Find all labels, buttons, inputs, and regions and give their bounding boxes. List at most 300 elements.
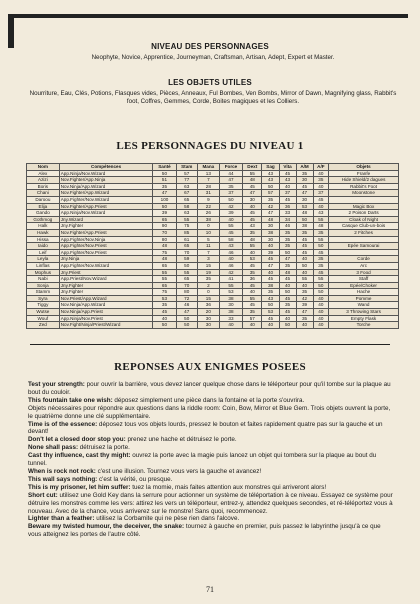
- table-cell: 45: [219, 229, 242, 236]
- table-row: [27, 289, 399, 296]
- table-cell: Daroou: [27, 196, 60, 203]
- table-cell: 45: [243, 282, 262, 289]
- table-cell: 55: [243, 243, 262, 250]
- table-cell: 65: [176, 196, 197, 203]
- table-cell: 10: [197, 229, 219, 236]
- table-row: [27, 302, 399, 309]
- table-cell: 63: [176, 210, 197, 217]
- table-cell: Linflas: [27, 262, 60, 269]
- table-cell: 20: [197, 309, 219, 316]
- table-cell: 50: [296, 216, 313, 223]
- table-cell: 67: [176, 190, 197, 197]
- table-cell: 30: [197, 315, 219, 322]
- answer-item: [28, 515, 394, 523]
- table-cell: 70: [176, 282, 197, 289]
- table-cell: 80: [176, 289, 197, 296]
- table-cell: 63: [176, 183, 197, 190]
- table-header-cell: Stam: [176, 164, 197, 171]
- riddle-question: Time is of the essence:: [28, 420, 98, 428]
- table-row: [27, 243, 399, 250]
- riddle-answer: détruisez la porte.: [78, 444, 130, 452]
- table-cell: 38: [296, 223, 313, 230]
- table-row: [27, 309, 399, 316]
- riddle-answer: c'est la vérité, ou presque.: [97, 475, 173, 483]
- table-cell: 47: [262, 262, 279, 269]
- table-header-cell: Compétences: [59, 164, 153, 171]
- table-cell: 53: [262, 309, 279, 316]
- table-cell: Stamm: [27, 289, 60, 296]
- table-cell: 35: [279, 236, 296, 243]
- levels-title: NIVEAU DES PERSONNAGES: [151, 42, 269, 51]
- table-cell: 43: [243, 223, 262, 230]
- table-cell: Elija: [27, 203, 60, 210]
- table-cell: [329, 236, 399, 243]
- riddle-question: Lighter than a feather:: [28, 515, 95, 523]
- table-cell: 40: [279, 183, 296, 190]
- table-cell: 9: [197, 196, 219, 203]
- table-cell: 35: [313, 262, 329, 269]
- table-cell: 40: [262, 322, 279, 329]
- table-cell: 50: [176, 315, 197, 322]
- table-cell: 53: [243, 256, 262, 263]
- table-cell: 40: [219, 322, 242, 329]
- table-cell: 51: [153, 177, 176, 184]
- table-cell: 45: [313, 269, 329, 276]
- answer-item: [28, 397, 394, 405]
- table-cell: 36: [197, 302, 219, 309]
- table-cell: 7: [197, 249, 219, 256]
- riddle-answer: ouvrez la porte avec la magie puis lancez un objet qui tombera sur la plaque au bout du tunnel.: [28, 452, 377, 468]
- table-cell: 22: [197, 203, 219, 210]
- table-cell: Magic Box: [329, 203, 399, 210]
- riddle-question: Cast thy influence, cast thy might:: [28, 452, 131, 460]
- table-cell: Gando: [27, 210, 60, 217]
- table-cell: 35: [243, 229, 262, 236]
- table-cell: 45: [296, 243, 313, 250]
- table-cell: 50: [279, 289, 296, 296]
- top-border: [8, 14, 408, 18]
- table-cell: 45: [243, 216, 262, 223]
- table-cell: 45: [243, 210, 262, 217]
- table-cell: 50: [296, 262, 313, 269]
- table-cell: 80: [153, 236, 176, 243]
- table-cell: 48: [262, 216, 279, 223]
- table-cell: Syra: [27, 295, 60, 302]
- table-cell: Jny.Ninja: [59, 256, 153, 263]
- table-cell: 43: [219, 243, 242, 250]
- table-cell: Nov.Fighter/App.Priest: [59, 229, 153, 236]
- table-cell: 26: [197, 210, 219, 217]
- table-row: [27, 223, 399, 230]
- table-cell: 45: [279, 170, 296, 177]
- table-cell: 45: [296, 183, 313, 190]
- table-cell: Azizi: [27, 177, 60, 184]
- table-cell: 55: [243, 170, 262, 177]
- table-cell: App.Fighter/Nov.Priest: [59, 249, 153, 256]
- answer-item: [28, 444, 394, 452]
- table-cell: 35: [279, 243, 296, 250]
- table-cell: 47: [296, 309, 313, 316]
- answer-item: [28, 468, 394, 476]
- table-cell: Zed: [27, 322, 60, 329]
- table-cell: 58: [219, 236, 242, 243]
- table-cell: Nov.Priest/App.Wizard: [59, 295, 153, 302]
- table-cell: 47: [279, 256, 296, 263]
- riddle-answer: déposez simplement une pièce dans la fontaine et la porte s'ouvrira.: [112, 396, 305, 404]
- table-cell: 50: [219, 196, 242, 203]
- table-cell: 40: [296, 256, 313, 263]
- table-cell: Corde: [329, 256, 399, 263]
- table-cell: 57: [262, 190, 279, 197]
- table-cell: Wand: [329, 302, 399, 309]
- riddle-question: This is my prisoner, let him suffer:: [28, 483, 131, 491]
- riddle-answer: prenez une hache et détruisez le porte.: [125, 436, 237, 444]
- table-cell: 90: [153, 223, 176, 230]
- table-cell: 48: [243, 236, 262, 243]
- table-cell: 55: [243, 295, 262, 302]
- table-row: [27, 216, 399, 223]
- table-cell: 19: [197, 269, 219, 276]
- riddle-question: This wall says nothing:: [28, 475, 98, 483]
- table-cell: Jny.Fighter: [59, 223, 153, 230]
- table-cell: 40: [219, 256, 242, 263]
- table-cell: Jny.Priest: [59, 269, 153, 276]
- table-cell: 47: [153, 190, 176, 197]
- table-cell: 35: [243, 269, 262, 276]
- table-cell: App.Ninja/Nov.Wizard: [59, 170, 153, 177]
- table-cell: Nov.Fight/Ninja/Priest/Wizard: [59, 322, 153, 329]
- levels-body: Neophyte, Novice, Apprentice, Journeyman, Craftsman, Artisan, Adept, Expert et Master.: [91, 54, 335, 61]
- table-cell: 45: [279, 309, 296, 316]
- table-cell: 40: [296, 282, 313, 289]
- table-cell: 42: [219, 203, 242, 210]
- table-cell: 35: [313, 177, 329, 184]
- table-cell: 39: [153, 210, 176, 217]
- table-cell: Moonstone: [329, 190, 399, 197]
- table-cell: 35: [197, 276, 219, 283]
- answer-item: [28, 452, 394, 468]
- table-cell: 45: [296, 249, 313, 256]
- table-cell: 40: [243, 289, 262, 296]
- table-row: [27, 276, 399, 283]
- table-row: [27, 190, 399, 197]
- table-cell: Wutse: [27, 309, 60, 316]
- table-cell: 42: [219, 269, 242, 276]
- table-cell: 75: [153, 289, 176, 296]
- table-cell: App.Ninja/Nov.Priest: [59, 315, 153, 322]
- table-cell: 35: [153, 302, 176, 309]
- table-cell: 34: [279, 216, 296, 223]
- table-cell: 35: [279, 262, 296, 269]
- table-cell: 31: [197, 190, 219, 197]
- table-cell: 40: [313, 295, 329, 302]
- characters-title: LES PERSONNAGES DU NIVEAU 1: [116, 140, 304, 152]
- table-cell: 70: [153, 229, 176, 236]
- table-cell: Jny.Fighter: [59, 282, 153, 289]
- riddle-answer: pour ouvrir la barrière, vous devez lancer quelque chose dans le téléporteur pour qu'il tombe sur la plaque au bout du couloir.: [28, 381, 391, 396]
- table-cell: 40: [279, 315, 296, 322]
- table-cell: 40: [262, 269, 279, 276]
- table-row: [27, 322, 399, 329]
- answers-title: REPONSES AUX ENIGMES POSEES: [114, 361, 306, 373]
- table-cell: 55: [153, 269, 176, 276]
- table-cell: 2: [197, 282, 219, 289]
- table-cell: 0: [197, 223, 219, 230]
- table-row: [27, 256, 399, 263]
- table-cell: 40: [313, 203, 329, 210]
- table-cell: Torche: [329, 322, 399, 329]
- table-cell: 30: [262, 223, 279, 230]
- riddle-answer: Objets nécessaires pour répondre aux questions dans la riddle room: Coin, Bow, Mirror et Blue Gem. Trois objets ouvrent la porte, le quatrième donne une clé supplémentaire.: [28, 404, 391, 420]
- table-row: [27, 183, 399, 190]
- table-cell: 37: [279, 190, 296, 197]
- table-row: [27, 249, 399, 256]
- table-cell: 40: [296, 269, 313, 276]
- table-cell: Rabbit's Foot: [329, 183, 399, 190]
- table-cell: 45: [243, 302, 262, 309]
- table-row: [27, 203, 399, 210]
- table-cell: 47: [262, 210, 279, 217]
- table-row: [27, 315, 399, 322]
- table-cell: 59: [176, 256, 197, 263]
- table-row: [27, 269, 399, 276]
- table-cell: 40: [313, 170, 329, 177]
- table-cell: 3 Throwing Stars: [329, 309, 399, 316]
- divider-rule: [30, 344, 390, 345]
- table-cell: 55: [153, 276, 176, 283]
- table-cell: 43: [313, 210, 329, 217]
- table-cell: 45: [262, 315, 279, 322]
- table-cell: 50: [176, 322, 197, 329]
- table-cell: 35: [296, 229, 313, 236]
- table-cell: Epée Samourai: [329, 243, 399, 250]
- table-cell: 35: [279, 302, 296, 309]
- table-cell: 100: [153, 196, 176, 203]
- table-header: [27, 164, 399, 171]
- table-cell: 43: [262, 295, 279, 302]
- table-cell: 58: [176, 203, 197, 210]
- table-cell: 42: [296, 295, 313, 302]
- table-cell: 43: [262, 170, 279, 177]
- table-cell: 37: [313, 190, 329, 197]
- table-cell: 3 Food: [329, 269, 399, 276]
- table-header-cell: Force: [219, 164, 242, 171]
- table-cell: 35: [279, 229, 296, 236]
- answer-item: [28, 405, 394, 421]
- table-row: [27, 170, 399, 177]
- table-cell: Staff: [329, 276, 399, 283]
- answer-item: [28, 484, 394, 492]
- table-cell: 35: [153, 183, 176, 190]
- table-cell: [329, 196, 399, 203]
- table-cell: Alex: [27, 170, 60, 177]
- table-cell: 15: [197, 295, 219, 302]
- table-cell: 36: [279, 203, 296, 210]
- table-cell: 55: [176, 216, 197, 223]
- answer-item: [28, 492, 394, 516]
- table-header-cell: Sag: [262, 164, 279, 171]
- table-cell: Nov.Ninja/App.Priest: [59, 309, 153, 316]
- table-cell: 41: [219, 276, 242, 283]
- table-cell: Jny.Wizard: [59, 216, 153, 223]
- characters-table: [26, 163, 399, 329]
- table-row: [27, 282, 399, 289]
- table-cell: 75: [153, 249, 176, 256]
- table-cell: 55: [176, 269, 197, 276]
- table-cell: Gothmog: [27, 216, 60, 223]
- table-cell: 39: [262, 249, 279, 256]
- table-cell: 40: [313, 302, 329, 309]
- table-cell: 35: [296, 289, 313, 296]
- table-cell: Epée/Choker: [329, 282, 399, 289]
- table-cell: [329, 249, 399, 256]
- table-cell: 53: [153, 295, 176, 302]
- table-cell: 30: [197, 322, 219, 329]
- table-cell: 30: [296, 196, 313, 203]
- table-cell: App.Fighter/Nov.Wizard: [59, 196, 153, 203]
- table-cell: Iaido: [27, 243, 60, 250]
- table-cell: 46: [279, 223, 296, 230]
- table-cell: 42: [262, 203, 279, 210]
- riddle-answer: utilisez une Gold Key dans la serrure pour actionner un système de téléportation à ce niveau. Essayez ce système pour détruire les monstres comme les vers: attirez les vers un téléporteur, entrez-y, attendez quelques secondes, et ré-téléportez vous à nouveau. Avec de la chance, vous arriverez sur le monstre! Sans quoi, recommencez.: [28, 491, 393, 515]
- table-header-cell: Santé: [153, 164, 176, 171]
- table-header-cell: A/F: [313, 164, 329, 171]
- table-cell: Wouf: [27, 315, 60, 322]
- table-cell: 77: [176, 177, 197, 184]
- table-cell: 40: [262, 243, 279, 250]
- table-cell: 46: [219, 262, 242, 269]
- table-cell: Nov.Fighter/App.Wizard: [59, 190, 153, 197]
- table-cell: 65: [153, 282, 176, 289]
- table-cell: 55: [296, 276, 313, 283]
- table-cell: 45: [262, 276, 279, 283]
- table-cell: 48: [153, 256, 176, 263]
- answer-item: [28, 421, 394, 437]
- table-cell: 45: [313, 196, 329, 203]
- table-header-cell: Dext: [243, 164, 262, 171]
- table-cell: Hache: [329, 289, 399, 296]
- table-cell: Cloak of Night: [329, 216, 399, 223]
- table-cell: Empty Flask: [329, 315, 399, 322]
- table-cell: 40: [219, 216, 242, 223]
- table-cell: 35: [296, 170, 313, 177]
- table-cell: 3: [197, 256, 219, 263]
- table-row: [27, 236, 399, 243]
- table-cell: 48: [153, 243, 176, 250]
- table-cell: 45: [243, 183, 262, 190]
- answers-list: [28, 381, 394, 539]
- table-cell: 61: [176, 236, 197, 243]
- table-row: [27, 210, 399, 217]
- table-cell: 38: [197, 216, 219, 223]
- table-cell: 35: [243, 309, 262, 316]
- table-cell: App.Fighter/Nov.Ninja: [59, 236, 153, 243]
- table-cell: 55: [313, 276, 329, 283]
- riddle-question: Don't let a closed door stop you:: [28, 436, 126, 444]
- table-cell: 40: [313, 183, 329, 190]
- table-cell: 45: [279, 196, 296, 203]
- table-cell: 30: [296, 177, 313, 184]
- table-cell: App.Fighter/Nov.Priest: [59, 243, 153, 250]
- table-cell: 65: [176, 276, 197, 283]
- table-cell: 40: [313, 309, 329, 316]
- table-cell: 39: [296, 302, 313, 309]
- table-cell: 39: [219, 210, 242, 217]
- table-header-cell: Nom: [27, 164, 60, 171]
- table-cell: 45: [262, 256, 279, 263]
- table-cell: 35: [262, 289, 279, 296]
- table-cell: Nov.Ninja/App.Wizard: [59, 302, 153, 309]
- table-body: [27, 170, 399, 328]
- table-cell: 50: [153, 170, 176, 177]
- table-cell: 48: [296, 210, 313, 217]
- table-header-cell: Mana: [197, 164, 219, 171]
- table-cell: 48: [279, 269, 296, 276]
- table-row: [27, 262, 399, 269]
- table-cell: 75: [176, 223, 197, 230]
- table-cell: 43: [262, 177, 279, 184]
- table-cell: 36: [243, 276, 262, 283]
- table-cell: App.Fighter/Nov.Wizard: [59, 262, 153, 269]
- riddle-question: When is rock not rock:: [28, 467, 96, 475]
- table-cell: 30: [219, 302, 242, 309]
- riddle-question: Short cut:: [28, 491, 58, 499]
- table-cell: 65: [153, 262, 176, 269]
- table-cell: 5: [197, 236, 219, 243]
- table-cell: 57: [243, 315, 262, 322]
- table-cell: 40: [296, 322, 313, 329]
- table-cell: 50: [262, 302, 279, 309]
- table-cell: 50: [313, 243, 329, 250]
- table-cell: 47: [219, 177, 242, 184]
- table-cell: 50: [262, 183, 279, 190]
- riddle-answer: tournez à gauche en premier, puis passez le labyrinthe jusqu'à ce que vous atteignez les portes de l'autre côté.: [28, 523, 381, 539]
- table-cell: Mophus: [27, 269, 60, 276]
- table-cell: 72: [176, 295, 197, 302]
- answer-item: [28, 381, 394, 397]
- table-row: [27, 295, 399, 302]
- table-cell: Nov.Fighter/App.Ninja: [59, 177, 153, 184]
- table-cell: 28: [197, 183, 219, 190]
- table-cell: Pomme: [329, 295, 399, 302]
- table-cell: Hawk: [27, 229, 60, 236]
- table-cell: 53: [296, 203, 313, 210]
- table-cell: 11: [197, 243, 219, 250]
- table-cell: 38: [219, 295, 242, 302]
- table-cell: 55: [313, 236, 329, 243]
- table-cell: 45: [313, 249, 329, 256]
- table-cell: 70: [176, 249, 197, 256]
- table-row: [27, 177, 399, 184]
- table-cell: Hissa: [27, 236, 60, 243]
- riddle-question: This fountain take one wish:: [28, 396, 113, 404]
- riddle-answer: tuez la momie, mais faites attention aux monstres qui arriveront alors!: [130, 483, 327, 491]
- table-header-cell: A/M: [296, 164, 313, 171]
- table-cell: 47: [296, 190, 313, 197]
- riddle-answer: utilisez la Corbamite qui ne pèse rien dans l'alcove.: [94, 515, 240, 523]
- table-cell: 0: [197, 289, 219, 296]
- table-cell: 50: [313, 289, 329, 296]
- table-cell: 47: [243, 190, 262, 197]
- table-cell: 45: [279, 295, 296, 302]
- table-cell: 38: [219, 309, 242, 316]
- table-cell: 40: [243, 203, 262, 210]
- table-cell: 50: [153, 322, 176, 329]
- table-cell: 7: [197, 177, 219, 184]
- table-cell: 35: [296, 315, 313, 322]
- table-cell: Tiggy: [27, 302, 60, 309]
- table-cell: Casque Club-un-bois: [329, 223, 399, 230]
